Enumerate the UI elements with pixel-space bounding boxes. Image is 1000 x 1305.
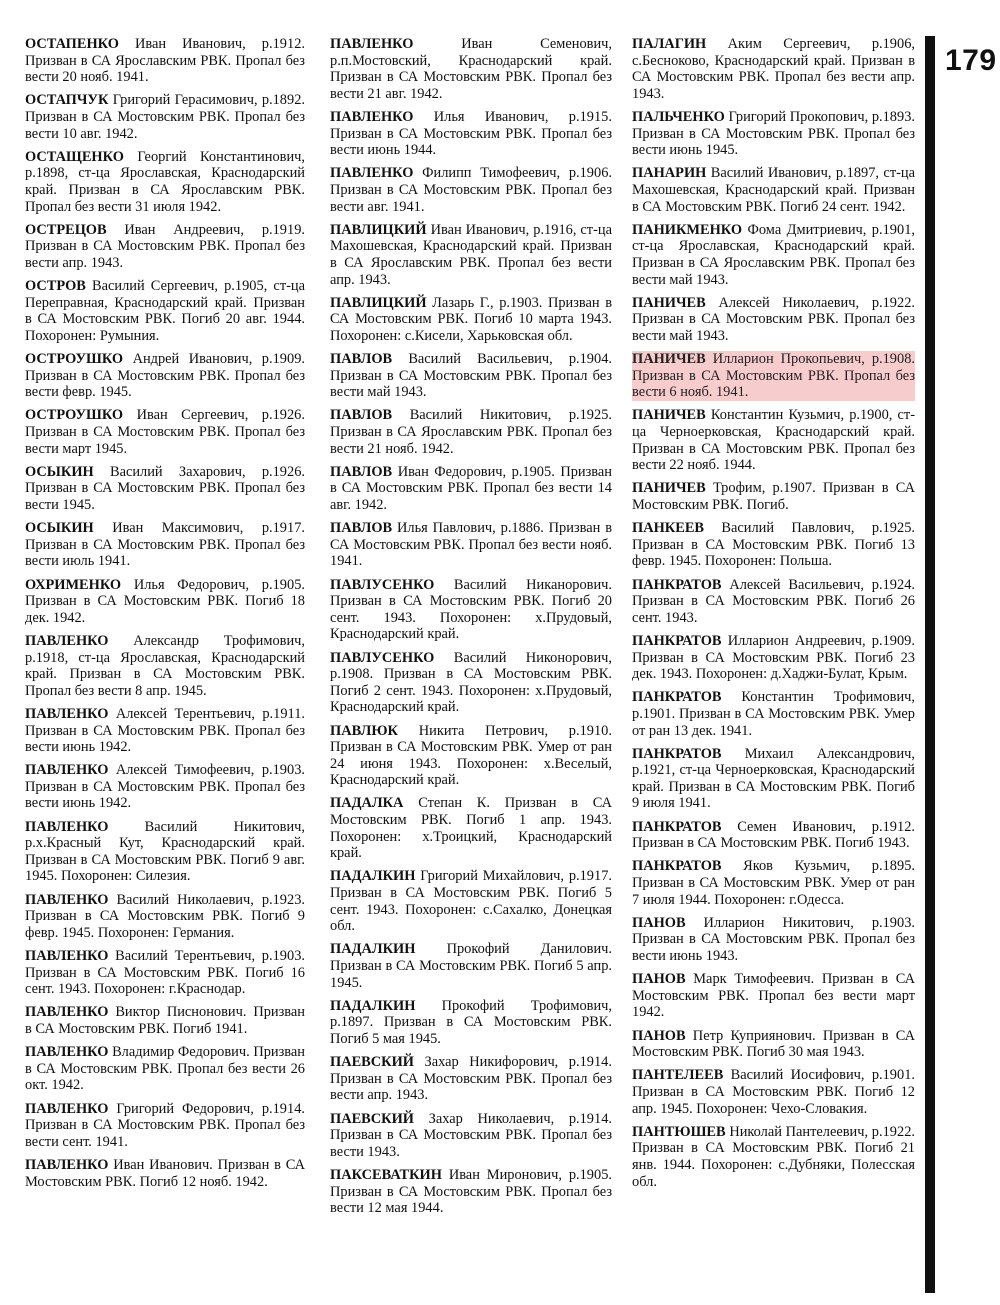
entry-surname: ПАВЛУСЕНКО (330, 576, 435, 593)
entry-surname: ПАВЛЮК (330, 722, 398, 739)
entry-details: Константин Трофимович, р.1901. Призван в СА Мостовским РВК. Умер от ран 13 дек. 1941. (632, 689, 915, 739)
entry (330, 464, 612, 514)
entry-surname: ПАКСЕВАТКИН (330, 1166, 442, 1183)
entry (632, 1028, 915, 1061)
entry (330, 1167, 612, 1217)
entry-details: Илья Федорович, р.1905. Призван в СА Мостовским РВК. Погиб 18 дек. 1942. (25, 576, 305, 626)
entry-details: Григорий Прокопович, р.1893. Призван в СА Мостовским РВК. Пропал без вести июнь 1945. (632, 108, 915, 159)
entry-details: Иван Максимович, р.1917. Призван в СА Мостовским РВК. Пропал без вести июль 1941. (25, 520, 305, 570)
entry-details: Трофим, р.1907. Призван в СА Мостовским РВК. Погиб. (632, 480, 915, 513)
entry-details: Василий Николаевич, р.1923. Призван в СА Мостовским РВК. Погиб 9 февр. 1945. Похоронен: Германия. (25, 891, 305, 941)
entry-details: Алексей Тимофеевич, р.1903. Призван в СА Мостовским РВК. Пропал без вести июнь 1942. (25, 762, 305, 812)
column-3 (632, 36, 915, 1197)
entry-details: Василий Павлович, р.1925. Призван в СА Мостовским РВК. Погиб 13 февр. 1945. Похоронен: Польша. (632, 520, 915, 570)
entry-details: Андрей Иванович, р.1909. Призван в СА Мостовским РВК. Пропал без вести февр. 1945. (25, 351, 305, 401)
entry (25, 1101, 305, 1151)
entry-details: Иван Сергеевич, р.1926. Призван в СА Мостовским РВК. Пропал без вести март 1945. (25, 407, 305, 457)
entry-surname: ОСТАПЕНКО (25, 36, 119, 52)
entry-surname: ПАВЛЕНКО (330, 165, 414, 182)
entry-surname: ПАЛАГИН (632, 36, 707, 52)
entry-details: Василий Иванович, р.1897, ст-ца Махошевская, Краснодарский край. Призван в СА Мостовским РВК. Погиб 24 сент. 1942. (632, 165, 915, 215)
entry-surname: ПАВЛИЦКИЙ (330, 221, 427, 238)
page-edge-bar (925, 36, 935, 1293)
entry-surname: ПАДАЛКИН (330, 941, 416, 958)
entry (25, 278, 305, 344)
entry-details: Захар Николаевич, р.1914. Призван в СА Мостовским РВК. Пропал без вести 1943. (330, 1110, 612, 1160)
entry-details: Василий Сергеевич, р.1905, ст-ца Переправная, Краснодарский край. Призван в СА Мостовским РВК. Погиб 20 авг. 1944. Похоронен: Румыния. (25, 278, 305, 344)
entry (25, 520, 305, 570)
entry-surname: ОСТРОУШКО (25, 351, 124, 368)
entry (632, 109, 915, 159)
entry-surname: ПАВЛУСЕНКО (330, 649, 435, 666)
entry (632, 971, 915, 1021)
entry (330, 165, 612, 215)
entry-surname: ПАВЛЕНКО (25, 1044, 109, 1061)
entry-details: Владимир Федорович. Призван в СА Мостовским РВК. Пропал без вести 26 окт. 1942. (25, 1044, 305, 1094)
entry-surname: ПАНКЕЕВ (632, 520, 705, 537)
entry-details: Иван Федорович, р.1905. Призван в СА Мостовским РВК. Пропал без вести 14 авг. 1942. (330, 463, 612, 513)
entry (330, 295, 612, 345)
entry (632, 407, 915, 473)
entry (632, 520, 915, 570)
entry-surname: ПАВЛЕНКО (330, 108, 414, 125)
entry-details: Захар Никифорович, р.1914. Призван в СА Мостовским РВК. Пропал без вести апр. 1943. (330, 1054, 612, 1104)
entry (25, 762, 305, 812)
entry-details: Николай Пантелеевич, р.1922. Призван в СА Мостовским РВК. Погиб 21 янв. 1944. Похоронен: с.Дубняки, Полесская обл. (632, 1123, 915, 1190)
entry-details: Марк Тимофеевич. Призван в СА Мостовским РВК. Пропал без вести март 1942. (632, 971, 915, 1021)
entry (632, 689, 915, 739)
entry-details: Василий Никанорович. Призван в СА Мостовским РВК. Погиб 20 сент. 1943. Похоронен: х.Прудовый, Краснодарский край. (330, 576, 612, 643)
entry-surname: ПАВЛОВ (330, 463, 393, 480)
entry (330, 723, 612, 789)
entry (632, 819, 915, 852)
entry (25, 351, 305, 401)
entry (632, 36, 915, 102)
entry-surname: ПАНИЧЕВ (632, 407, 706, 424)
entry-details: Илья Иванович, р.1915. Призван в СА Мостовским РВК. Пропал без вести июнь 1944. (330, 108, 612, 159)
entry-details: Илларион Прокопьевич, р.1908. Призван в СА Мостовским РВК. Пропал без вести 6 нояб. 1941. (632, 351, 915, 401)
entry (330, 407, 612, 457)
entry (25, 92, 305, 142)
entry-details: Иван Иванович, р.1912. Призван в СА Ярославским РВК. Пропал без вести 20 нояб. 1941. (25, 36, 305, 86)
entry-surname: ПАЕВСКИЙ (330, 1054, 414, 1071)
entry-details: Никита Петрович, р.1910. Призван в СА Мостовским РВК. Умер от ран 24 июня 1943. Похоронен: х.Веселый, Краснодарский край. (330, 722, 612, 789)
entry-surname: ПАВЛЕНКО (25, 1004, 109, 1021)
entry (632, 222, 915, 288)
entry-surname: ПАНИЧЕВ (632, 351, 706, 368)
entry-details: Александр Трофимович, р.1918, ст-ца Ярославская, Краснодарский край. Призван в СА Мостовским РВК. Пропал без вести 8 апр. 1945. (25, 632, 305, 699)
entry (330, 36, 612, 102)
entry (632, 1067, 915, 1117)
entry-surname: ПАВЛЕНКО (25, 818, 109, 835)
entry-surname: ПАВЛИЦКИЙ (330, 294, 427, 311)
entry (25, 1004, 305, 1037)
entry (25, 706, 305, 756)
entry-surname: ПАДАЛКИН (330, 997, 416, 1014)
entry-surname: ПАДАЛКИН (330, 868, 416, 885)
entry-details: Василий Васильевич, р.1904. Призван в СА Мостовским РВК. Пропал без вести май 1943. (330, 351, 612, 401)
entry-surname: ПАВЛЕНКО (25, 705, 109, 722)
entry-details: Степан К. Призван в СА Мостовским РВК. Погиб 1 апр. 1943. Похоронен: х.Троицкий, Краснодарский край. (330, 795, 612, 862)
entry-details: Алексей Терентьевич, р.1911. Призван в СА Мостовским РВК. Пропал без вести июнь 1942. (25, 705, 305, 756)
entry-surname: ПАНКРАТОВ (632, 576, 722, 593)
entry-details: Григорий Герасимович, р.1892. Призван в СА Мостовским РВК. Пропал без вести 10 авг. 1942. (25, 92, 305, 142)
entry-surname: ОСТРОВ (25, 278, 86, 295)
entry-details: Константин Кузьмич, р.1900, ст-ца Черноерковская, Краснодарский край. Призван в СА Мостовским РВК. Пропал без вести 22 нояб. 1944. (632, 407, 915, 474)
entry (330, 109, 612, 159)
entry-details: Иван Иванович. Призван в СА Мостовским РВК. Погиб 12 нояб. 1942. (25, 1156, 305, 1190)
entry-details: Семен Иванович, р.1912. Призван в СА Мостовским РВК. Погиб 1943. (632, 818, 915, 852)
entry-details: Михаил Александрович, р.1921, ст-ца Черноерковская, Краснодарский край. Призван в СА Мостовским РВК. Погиб 9 июля 1941. (632, 745, 915, 812)
entry (632, 1124, 915, 1190)
entry (25, 819, 305, 885)
entry-surname: ПАНТЮШЕВ (632, 1123, 726, 1140)
entry-details: Григорий Федорович, р.1914. Призван в СА Мостовским РВК. Пропал без вести сент. 1941. (25, 1100, 305, 1150)
entry-details: Виктор Писнонович. Призван в СА Мостовским РВК. Погиб 1941. (25, 1004, 305, 1037)
entry-surname: ПАЕВСКИЙ (330, 1110, 414, 1127)
entry-details: Василий Терентьевич, р.1903. Призван в СА Мостовским РВК. Погиб 16 сент. 1943. Похоронен: г.Краснодар. (25, 948, 305, 998)
entry-surname: ОСТАЩЕНКО (25, 148, 124, 165)
entry-details: Василий Иосифович, р.1901. Призван в СА Мостовским РВК. Погиб 12 апр. 1945. Похоронен: Чехо-Словакия. (632, 1067, 915, 1117)
entry-details: Петр Куприянович. Призван в СА Мостовским РВК. Погиб 30 мая 1943. (632, 1027, 915, 1061)
entry-surname: ОХРИМЕНКО (25, 576, 122, 593)
entry (330, 1054, 612, 1104)
entry-details: Филипп Тимофеевич, р.1906. Призван в СА Мостовским РВК. Пропал без вести авг. 1941. (330, 165, 612, 215)
entry (632, 746, 915, 812)
entry-details: Василий Никитович, р.х.Красный Кут, Краснодарский край. Призван в СА Мостовским РВК. Погиб 9 авг. 1945. Похоронен: Силезия. (25, 818, 305, 885)
entry (25, 633, 305, 699)
entry (25, 1044, 305, 1094)
entry-surname: ОСТАПЧУК (25, 92, 109, 109)
entry (632, 165, 915, 215)
entry-surname: ПАНИЧЕВ (632, 480, 706, 497)
entry-details: Иван Иванович, р.1916, ст-ца Махошевская, Краснодарский край. Призван в СА Ярославским РВК. Пропал без вести апр. 1943. (330, 221, 612, 288)
entry (632, 480, 915, 513)
entry (632, 295, 915, 345)
entry-surname: ПАНОВ (632, 1027, 686, 1044)
entry (25, 222, 305, 272)
entry-details: Иван Миронович, р.1905. Призван в СА Мостовским РВК. Пропал без вести 12 мая 1944. (330, 1166, 612, 1217)
entry-details: Василий Захарович, р.1926. Призван в СА Мостовским РВК. Пропал без вести 1945. (25, 463, 305, 513)
entry-surname: ПАВЛЕНКО (25, 1156, 109, 1173)
entry (632, 633, 915, 683)
entry (632, 915, 915, 965)
entry-surname: ПАВЛЕНКО (25, 632, 109, 649)
entry-details: Илларион Никитович, р.1903. Призван в СА Мостовским РВК. Пропал без вести июнь 1943. (632, 914, 915, 964)
entry-details: Яков Кузьмич, р.1895. Призван в СА Мостовским РВК. Умер от ран 7 июля 1944. Похоронен: г.Одесса. (632, 858, 915, 908)
entry-details: Алексей Васильевич, р.1924. Призван в СА Мостовским РВК. Погиб 26 сент. 1943. (632, 576, 915, 626)
entry-details: Василий Никитович, р.1925. Призван в СА Ярославским РВК. Пропал без вести 21 нояб. 1942. (330, 407, 612, 457)
column-1 (25, 36, 305, 1197)
entry-surname: ОСТРОУШКО (25, 407, 124, 424)
entry (25, 36, 305, 86)
entry-surname: ПАНИКМЕНКО (632, 221, 743, 238)
entry-surname: ПАВЛОВ (330, 520, 393, 537)
entry (632, 858, 915, 908)
entry (330, 1111, 612, 1161)
entry (25, 948, 305, 998)
entry-surname: ПАВЛОВ (330, 407, 393, 424)
entry (25, 464, 305, 514)
entry (330, 998, 612, 1048)
entry-details: Лазарь Г., р.1903. Призван в СА Мостовским РВК. Погиб 10 марта 1943. Похоронен: с.Кисели, Харьковская обл. (330, 294, 612, 344)
entry-surname: ОСЫКИН (25, 463, 94, 480)
entry-details: Алексей Николаевич, р.1922. Призван в СА Мостовским РВК. Пропал без вести май 1943. (632, 294, 915, 344)
entry-details: Илларион Андреевич, р.1909. Призван в СА Мостовским РВК. Погиб 23 дек. 1943. Похоронен: д.Хаджи-Булат, Крым. (632, 632, 915, 683)
entry (330, 795, 612, 861)
entry (25, 149, 305, 215)
entry (330, 222, 612, 288)
entry (25, 892, 305, 942)
entry (330, 351, 612, 401)
entry (330, 577, 612, 643)
entry (330, 520, 612, 570)
entry (25, 1157, 305, 1190)
entry-surname: ПАНКРАТОВ (632, 689, 722, 706)
entry-details: Василий Никонорович, р.1908. Призван в СА Мостовским РВК. Погиб 2 сент. 1943. Похоронен: х.Прудовый, Краснодарский край. (330, 649, 612, 716)
column-2 (330, 36, 612, 1223)
entry (25, 577, 305, 627)
entry-details: Георгий Константинович, р.1898, ст-ца Ярославская, Краснодарский край. Призван в СА Ярославским РВК. Пропал без вести 31 июля 1942. (25, 148, 305, 215)
entry-details: Григорий Михайлович, р.1917. Призван в СА Мостовским РВК. Погиб 5 сент. 1943. Похоронен: с.Сахалко, Донецкая обл. (330, 868, 612, 935)
entry-details: Иван Андреевич, р.1919. Призван в СА Мостовским РВК. Пропал без вести апр. 1943. (25, 221, 305, 271)
entry-surname: ПАВЛЕНКО (330, 36, 414, 52)
entry-surname: ПАВЛОВ (330, 351, 393, 368)
entry-surname: ПАНКРАТОВ (632, 818, 722, 835)
entry-details: Фома Дмитриевич, р.1901, ст-ца Ярославская, Краснодарский край. Призван в СА Ярославским РВК. Пропал без вести май 1943. (632, 221, 915, 288)
entry-surname: ПАНОВ (632, 971, 686, 988)
entry (25, 407, 305, 457)
entry-surname: ПАВЛЕНКО (25, 948, 109, 964)
page-number: 179 (945, 44, 997, 77)
entry-surname: ПАЛЬЧЕНКО (632, 108, 725, 125)
entry-surname: ПАНАРИН (632, 165, 707, 182)
highlighted-entry (632, 351, 915, 401)
entry (330, 941, 612, 991)
entry-surname: ПАВЛЕНКО (25, 762, 109, 779)
entry (330, 650, 612, 716)
entry-surname: ПАНОВ (632, 914, 686, 931)
entry-surname: ОСЫКИН (25, 520, 94, 537)
entry-surname: ПАНКРАТОВ (632, 858, 722, 875)
entry-surname: ПАНТЕЛЕЕВ (632, 1067, 724, 1084)
entry-surname: ПАВЛЕНКО (25, 1100, 109, 1117)
entry-details: Прокофий Данилович. Призван в СА Мостовским РВК. Погиб 5 апр. 1945. (330, 941, 612, 991)
entry-surname: ПАНИЧЕВ (632, 294, 706, 311)
entry-surname: ПАВЛЕНКО (25, 891, 109, 908)
entry-surname: ОСТРЕЦОВ (25, 221, 107, 238)
entry-details: Аким Сергеевич, р.1906, с.Бесноково, Краснодарский край. Призван в СА Мостовским РВК. Пропал без вести апр. 1943. (632, 36, 915, 102)
entry-details: Илья Павлович, р.1886. Призван в СА Мостовским РВК. Пропал без вести нояб. 1941. (330, 520, 612, 570)
entry-surname: ПАНКРАТОВ (632, 745, 722, 762)
entry-details: Иван Семенович, р.п.Мостовский, Краснодарский край. Призван в СА Мостовским РВК. Пропал без вести 21 авг. 1942. (330, 36, 612, 102)
entry-surname: ПАДАЛКА (330, 795, 404, 812)
entry-details: Прокофий Трофимович, р.1897. Призван в СА Мостовским РВК. Погиб 5 мая 1945. (330, 997, 612, 1047)
entry (632, 577, 915, 627)
entry (330, 868, 612, 934)
entry-surname: ПАНКРАТОВ (632, 632, 722, 649)
